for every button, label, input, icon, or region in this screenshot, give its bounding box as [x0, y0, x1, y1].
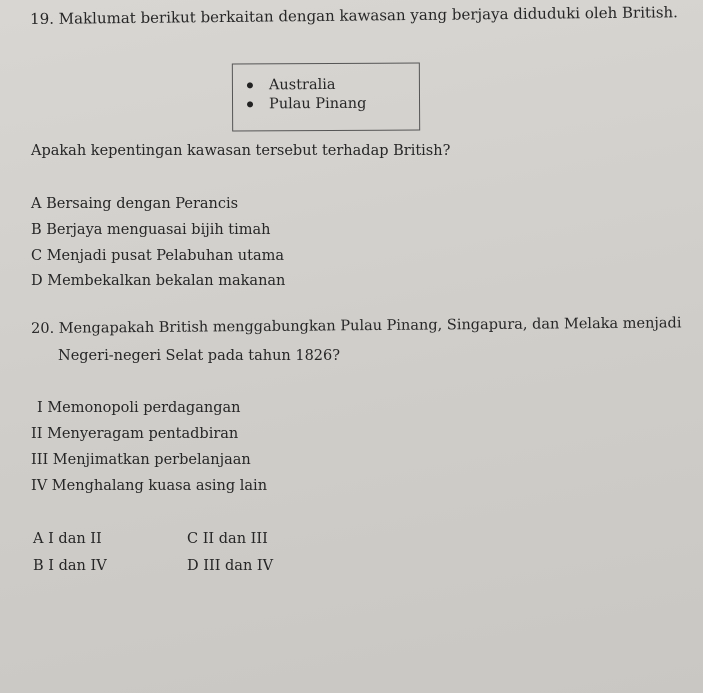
q19-option-d: D Membekalkan bekalan makanan [31, 273, 286, 289]
q19-option-b: B Berjaya menguasai bijih timah [31, 222, 271, 238]
info-box [232, 63, 420, 132]
question-19-prompt: Apakah kepentingan kawasan tersebut terhadap British? [31, 143, 451, 159]
info-box-item-label: Pulau Pinang [268, 95, 367, 113]
question-20-stem-line-1: 20. Mengapakah British menggabungkan Pulau Pinang, Singapura, dan Melaka menjadi [31, 315, 682, 337]
info-box-item [269, 76, 336, 94]
q20-option-a: A I dan II [33, 531, 102, 547]
question-20-stem-line-2: Negeri-negeri Selat pada tahun 1826? [58, 348, 341, 364]
info-box-item [269, 95, 366, 114]
q20-statement-iv: IV Menghalang kuasa asing lain [31, 478, 268, 494]
q20-option-b: B I dan IV [33, 558, 107, 574]
q20-option-d: D III dan IV [187, 558, 274, 574]
q20-statement-i: I Memonopoli perdagangan [37, 400, 241, 416]
question-19-stem: 19. Maklumat berikut berkaitan dengan kawasan yang berjaya diduduki oleh British. [30, 3, 678, 28]
q19-option-a: A Bersaing dengan Perancis [31, 196, 239, 212]
q20-option-c: C II dan III [187, 531, 268, 547]
q20-statement-iii: III Menjimatkan perbelanjaan [31, 452, 251, 468]
bullet-icon [247, 101, 253, 107]
q19-option-c: C Menjadi pusat Pelabuhan utama [31, 248, 285, 264]
bullet-icon [247, 82, 253, 88]
q20-statement-ii: II Menyeragam pentadbiran [31, 426, 239, 442]
info-box-item-label: Australia [268, 76, 336, 94]
